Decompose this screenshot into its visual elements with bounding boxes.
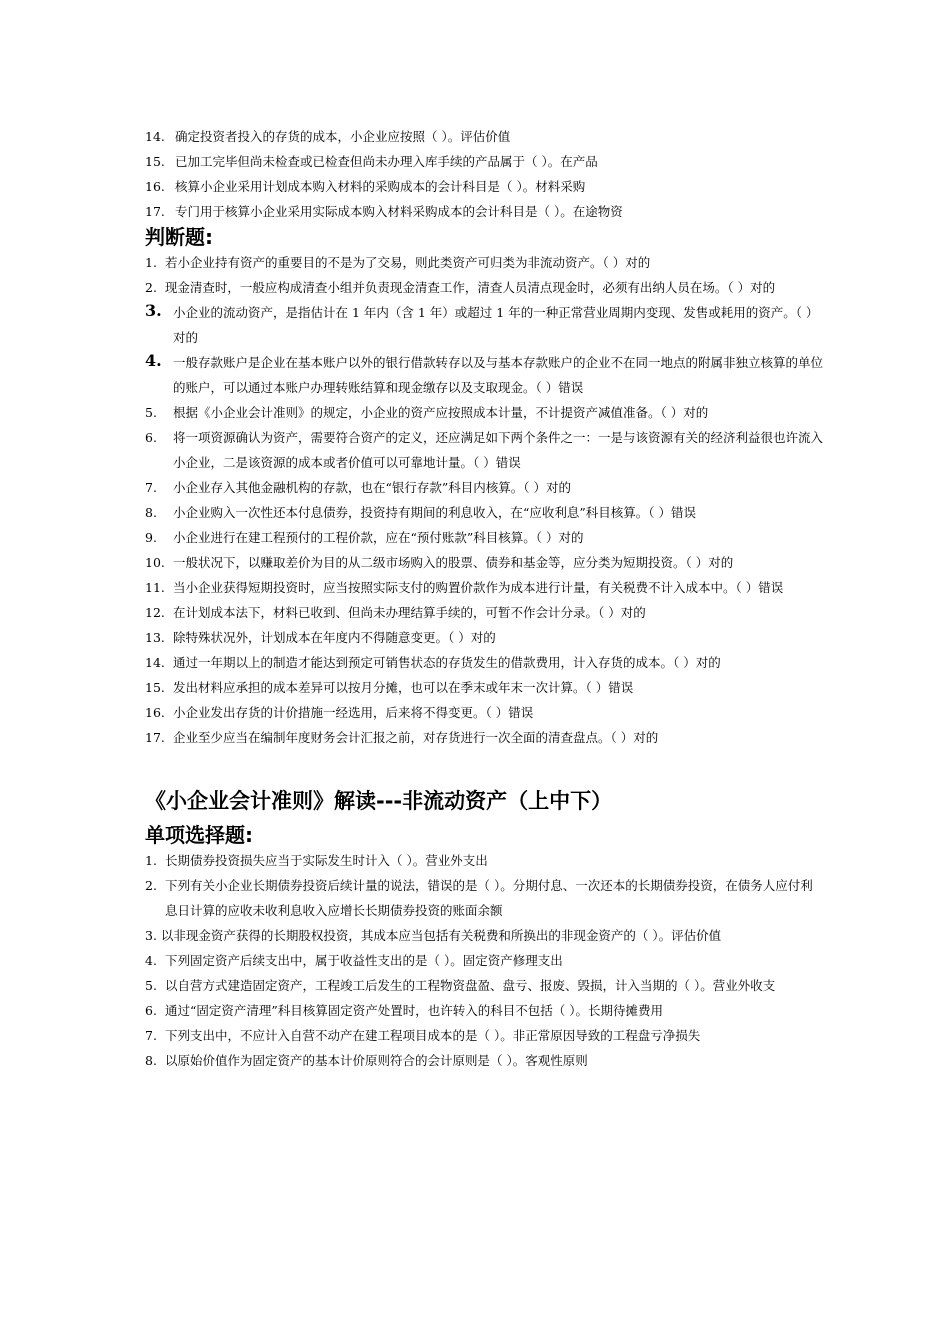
list-item: 7. 下列支出中，不应计入自营不动产在建工程项目成本的是（ ）。非正常原因导致的工程盘亏净损失 xyxy=(145,1028,701,1043)
list-item: 1. 若小企业持有资产的重要目的不是为了交易，则此类资产可归类为非流动资产。（ ）对的 xyxy=(145,255,651,270)
list-item: 14. 通过一年期以上的制造才能达到预定可销售状态的存货发生的借款费用，计入存货的成本。（ ）对的 xyxy=(145,655,721,670)
list-item: 16. 小企业发出存货的计价措施一经选用，后来将不得变更。（ ）错误 xyxy=(145,705,534,720)
section-heading-judgment: 判断题: xyxy=(145,225,213,249)
list-item: 17. 专门用于核算小企业采用实际成本购入材料采购成本的会计科目是（ ）。在途物资 xyxy=(145,204,623,219)
list-item: 9. 小企业进行在建工程预付的工程价款，应在“预付账款”科目核算。（ ）对的 xyxy=(145,530,584,545)
list-item: 12. 在计划成本法下，材料已收到、但尚未办理结算手续的，可暂不作会计分录。（ ）对的 xyxy=(145,605,646,620)
list-item: 6. 通过“固定资产清理”科目核算固定资产处置时，也许转入的科目不包括（ ）。长期待摊费用 xyxy=(145,1003,664,1018)
list-item: 14. 确定投资者投入的存货的成本，小企业应按照（ ）。评估价值 xyxy=(145,129,511,144)
section-title: 《小企业会计准则》解读---非流动资产（上中下） xyxy=(145,789,613,813)
list-item: 5. 根据《小企业会计准则》的规定，小企业的资产应按照成本计量，不计提资产减值准备。（ ）对的 xyxy=(145,405,709,420)
list-item: 3. 小企业的流动资产，是指估计在 1 年内（含 1 年）或超过 1 年的一种正常营业周期内变现、发售或耗用的资产。（ ）对的 xyxy=(145,301,819,345)
list-item: 4. 一般存款账户是企业在基本账户以外的银行借款转存以及与基本存款账户的企业不在同一地点的附属非独立核算的单位的账户，可以通过本账户办理转账结算和现金缴存以及支取现金。（ ）错误 xyxy=(145,351,824,395)
list-item: 1. 长期债券投资损失应当于实际发生时计入（ ）。营业外支出 xyxy=(145,853,488,868)
list-item: 2. 下列有关小企业长期债券投资后续计量的说法，错误的是（ ）。分期付息、一次还本的长期债券投资，在债务人应付利息日计算的应收未收利息收入应增长长期债券投资的账面余额 xyxy=(145,878,813,918)
list-item: 15. 发出材料应承担的成本差异可以按月分摊，也可以在季末或年末一次计算。（ ）错误 xyxy=(145,680,634,695)
list-item: 11. 当小企业获得短期投资时，应当按照实际支付的购置价款作为成本进行计量，有关税费不计入成本中。（ ）错误 xyxy=(145,580,784,595)
section-heading-single-choice: 单项选择题: xyxy=(145,823,253,847)
list-item: 13. 除特殊状况外，计划成本在年度内不得随意变更。（ ）对的 xyxy=(145,630,496,645)
list-item: 4. 下列固定资产后续支出中，属于收益性支出的是（ ）。固定资产修理支出 xyxy=(145,953,563,968)
list-item: 7. 小企业存入其他金融机构的存款，也在“银行存款”科目内核算。（ ）对的 xyxy=(145,480,572,495)
list-item: 16. 核算小企业采用计划成本购入材料的采购成本的会计科目是（ ）。材料采购 xyxy=(145,179,586,194)
list-item: 17. 企业至少应当在编制年度财务会计汇报之前，对存货进行一次全面的清查盘点。（ ）对的 xyxy=(145,730,659,745)
list-item: 5. 以自营方式建造固定资产，工程竣工后发生的工程物资盘盈、盘亏、报废、毁损，计入当期的（ ）。营业外收支 xyxy=(145,978,776,993)
list-item: 3. 以非现金资产获得的长期股权投资，其成本应当包括有关税费和所换出的非现金资产的（ ）。评估价值 xyxy=(145,928,722,943)
list-item: 8. 以原始价值作为固定资产的基本计价原则符合的会计原则是（ ）。客观性原则 xyxy=(145,1053,588,1068)
document-page xyxy=(145,124,825,1073)
list-item: 15. 已加工完毕但尚未检查或已检查但尚未办理入库手续的产品属于（ ）。在产品 xyxy=(145,154,598,169)
list-item: 8. 小企业购入一次性还本付息债券，投资持有期间的利息收入，在“应收利息”科目核算。（ ）错误 xyxy=(145,505,697,520)
list-item: 2. 现金清查时，一般应构成清查小组并负责现金清查工作，清查人员清点现金时，必须有出纳人员在场。（ ）对的 xyxy=(145,280,776,295)
list-item: 10. 一般状况下，以赚取差价为目的从二级市场购入的股票、债券和基金等，应分类为短期投资。（ ）对的 xyxy=(145,555,734,570)
list-item: 6. 将一项资源确认为资产，需要符合资产的定义，还应满足如下两个条件之一：一是与该资源有关的经济利益很也许流入小企业，二是该资源的成本或者价值可以可靠地计量。（ ）错误 xyxy=(145,430,824,470)
